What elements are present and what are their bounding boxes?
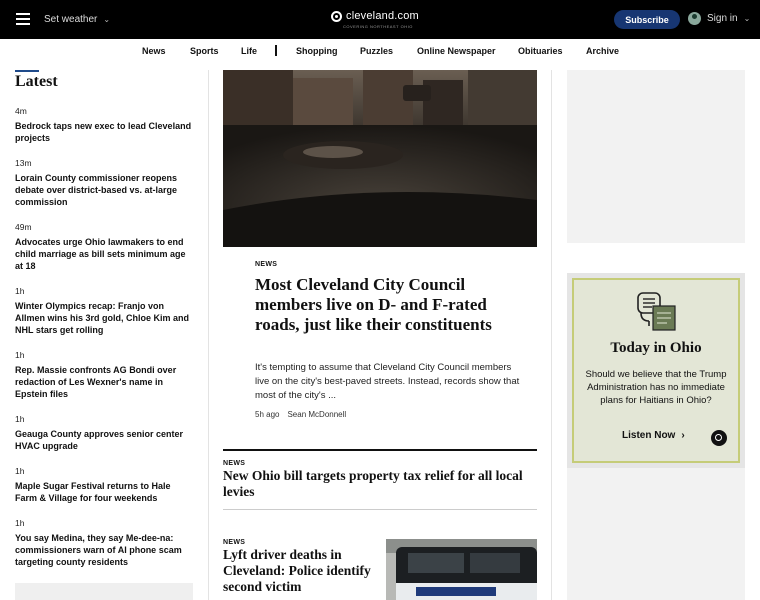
nav-item-sports[interactable]: Sports xyxy=(190,46,219,56)
weather-label: Set weather xyxy=(44,14,98,25)
nav-item-online-newspaper[interactable]: Online Newspaper xyxy=(417,46,496,56)
podcast-icon xyxy=(636,292,676,332)
ad-placeholder xyxy=(567,70,745,243)
menu-icon[interactable] xyxy=(16,13,30,25)
story-divider xyxy=(223,449,537,451)
listen-now-button[interactable] xyxy=(622,430,685,441)
latest-item[interactable] xyxy=(15,222,195,272)
site-header xyxy=(0,0,760,39)
latest-item-time: 49m xyxy=(15,222,32,232)
nav-item-obituaries[interactable]: Obituaries xyxy=(518,46,563,56)
latest-item-headline[interactable]: Geauga County approves senior center HVAC upgrade xyxy=(15,429,184,451)
latest-item[interactable] xyxy=(15,158,195,208)
latest-accent-bar xyxy=(15,70,39,72)
lead-story-kicker[interactable]: NEWS xyxy=(255,261,278,268)
listen-now-label: Listen Now xyxy=(622,430,676,441)
nav-item-puzzles[interactable]: Puzzles xyxy=(360,46,394,56)
latest-item-headline[interactable]: Advocates urge Ohio lawmakers to end child marriage as bill sets minimum age at 18 xyxy=(15,237,186,271)
story-image[interactable] xyxy=(386,539,537,600)
latest-item[interactable] xyxy=(15,286,195,336)
chevron-down-icon: ⌄ xyxy=(743,14,751,23)
lead-story-meta xyxy=(255,410,346,419)
ad-placeholder xyxy=(15,583,193,600)
latest-item-time: 1h xyxy=(15,286,25,296)
latest-item[interactable] xyxy=(15,414,195,452)
lead-story-image[interactable] xyxy=(223,70,537,247)
chevron-down-icon: ⌄ xyxy=(103,15,111,24)
brand-logo-icon xyxy=(711,430,727,446)
user-icon xyxy=(688,12,701,25)
latest-item-headline[interactable]: Rep. Massie confronts AG Bondi over redaction of Les Wexner's name in Epstein files xyxy=(15,365,177,399)
lead-story-headline[interactable]: Most Cleveland City Council members live on D- and F-rated roads, just like their constituents xyxy=(255,275,492,334)
lead-story-author[interactable]: Sean McDonnell xyxy=(287,410,347,419)
lead-story-summary: It's tempting to assume that Cleveland City Council members live on the city's best-paved streets. Instead, records show that most of the city's ... xyxy=(255,362,520,401)
weather-button[interactable] xyxy=(44,14,110,25)
latest-item-headline[interactable]: Winter Olympics recap: Franjo von Allmen wins his 3rd gold, Chloe Kim and NHL stars get rolling xyxy=(15,301,190,335)
ad-placeholder xyxy=(567,468,745,600)
nav-divider xyxy=(275,45,277,56)
story-headline[interactable]: New Ohio bill targets property tax relief for all local levies xyxy=(223,468,523,499)
latest-item[interactable] xyxy=(15,350,195,400)
latest-item-time: 1h xyxy=(15,466,25,476)
latest-title: Latest xyxy=(15,73,58,90)
site-logo[interactable] xyxy=(331,10,419,22)
main-nav xyxy=(0,39,760,65)
latest-item-headline[interactable]: Maple Sugar Festival returns to Hale Farm & Village for four weekends xyxy=(15,481,171,503)
latest-item-headline[interactable]: You say Medina, they say Me-dee-na: commissioners warn of AI phone scam targeting county residents xyxy=(15,533,182,567)
latest-item[interactable] xyxy=(15,518,195,568)
nav-item-shopping[interactable]: Shopping xyxy=(296,46,338,56)
nav-item-news[interactable]: News xyxy=(142,46,166,56)
promo-text: Should we believe that the Trump Administration has no immediate plans for Haitians in Ohio? xyxy=(585,369,727,406)
story-kicker[interactable]: NEWS xyxy=(223,539,246,546)
latest-item-time: 4m xyxy=(15,106,27,116)
chevron-right-icon: › xyxy=(681,430,685,441)
column-divider xyxy=(208,70,209,600)
nav-item-archive[interactable]: Archive xyxy=(586,46,620,56)
logo-icon xyxy=(331,11,342,22)
column-divider xyxy=(551,70,552,600)
logo-text: cleveland.com xyxy=(346,10,419,22)
story-kicker[interactable]: NEWS xyxy=(223,460,246,467)
story-divider xyxy=(223,509,537,510)
signin-label: Sign in xyxy=(707,13,738,24)
latest-item-time: 1h xyxy=(15,350,25,360)
promo-title: Today in Ohio xyxy=(610,340,702,356)
latest-item-headline[interactable]: Lorain County commissioner reopens debate over district-based vs. at-large commission xyxy=(15,173,178,207)
logo-tagline: COVERING NORTHEAST OHIO xyxy=(343,24,413,29)
nav-item-life[interactable]: Life xyxy=(241,46,258,56)
latest-item[interactable] xyxy=(15,106,195,144)
latest-item-time: 1h xyxy=(15,414,25,424)
lead-story-time: 5h ago xyxy=(255,410,280,419)
latest-item[interactable] xyxy=(15,466,195,504)
latest-item-time: 1h xyxy=(15,518,25,528)
latest-item-time: 13m xyxy=(15,158,32,168)
story-headline[interactable]: Lyft driver deaths in Cleveland: Police identify second victim xyxy=(223,547,371,594)
latest-item-headline[interactable]: Bedrock taps new exec to lead Cleveland projects xyxy=(15,121,192,143)
subscribe-button[interactable]: Subscribe xyxy=(614,10,680,29)
signin-button[interactable] xyxy=(688,12,750,25)
